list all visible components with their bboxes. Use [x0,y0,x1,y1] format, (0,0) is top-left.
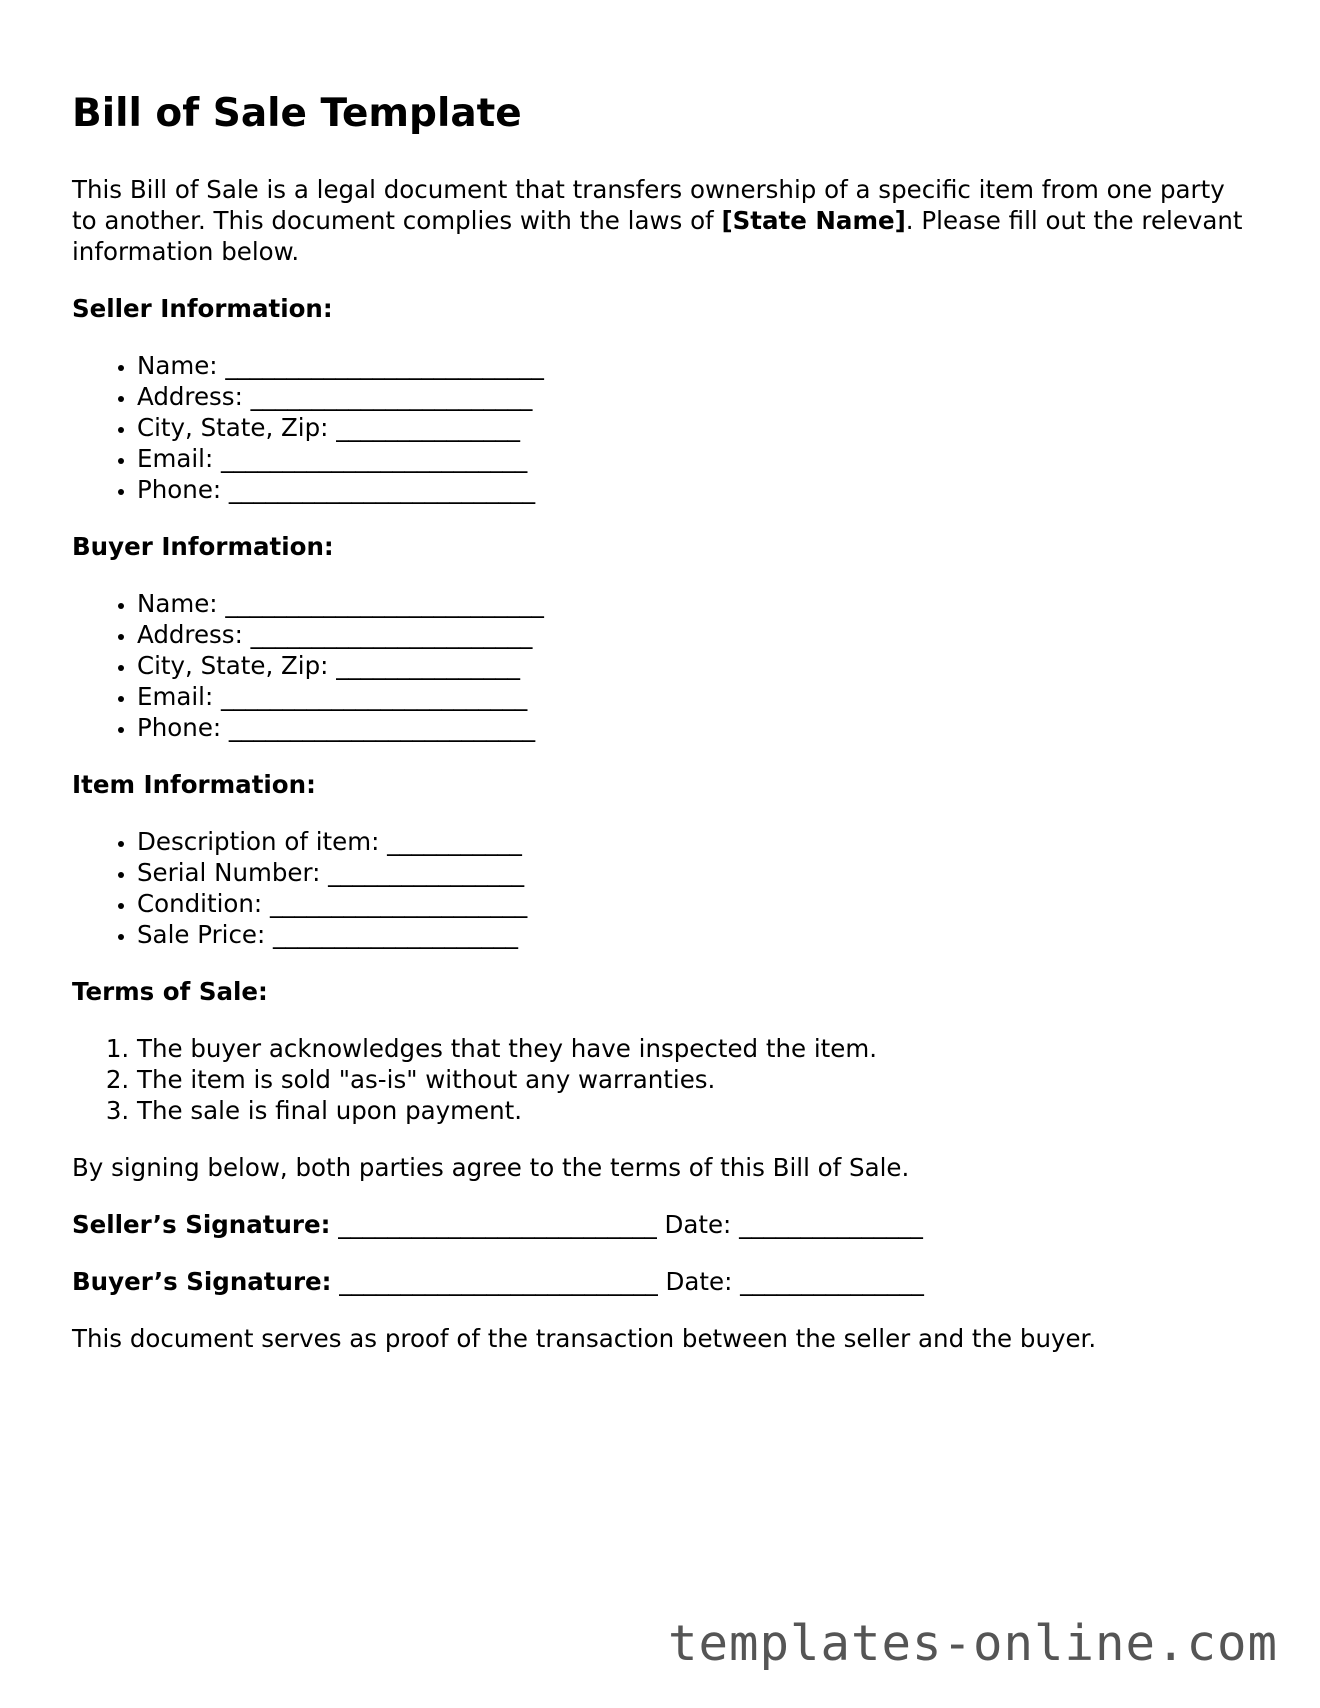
buyer-email-field: • Email: _________________________ [137,681,1248,712]
seller-address-field: • Address: _______________________ [137,381,1248,412]
seller-signature-line [72,1209,1248,1240]
intro-text: This Bill of Sale is a legal document that transfers ownership of a specific item from one party to another. This document complies with the laws of [72,175,1225,235]
item-serial-number-field: • Serial Number: ________________ [137,857,1248,888]
item-field-list [72,826,1248,950]
item-description-field: • Description of item: ___________ [137,826,1248,857]
item-condition-field: • Condition: _____________________ [137,888,1248,919]
term-item: 3. The sale is final upon payment. [137,1095,1248,1126]
item-sale-price-field: • Sale Price: ____________________ [137,919,1248,950]
buyer-city-state-zip-field: • City, State, Zip: _______________ [137,650,1248,681]
buyer-name-field: • Name: __________________________ [137,588,1248,619]
terms-list [72,1033,1248,1126]
term-item: 2. The item is sold "as-is" without any warranties. [137,1064,1248,1095]
seller-field-list [72,350,1248,505]
seller-signature-blank: __________________________ Date: _______________ [330,1210,923,1239]
seller-signature-label: Seller’s Signature: [72,1210,331,1239]
item-heading: Item Information: [72,770,316,799]
seller-heading: Seller Information: [72,294,333,323]
state-name-placeholder: [State Name] [721,206,906,235]
seller-city-state-zip-field: • City, State, Zip: _______________ [137,412,1248,443]
buyer-signature-label: Buyer’s Signature: [72,1267,332,1296]
term-item: 1. The buyer acknowledges that they have inspected the item. [137,1033,1248,1064]
agreement-text: By signing below, both parties agree to the terms of this Bill of Sale. [72,1153,910,1182]
terms-heading: Terms of Sale: [72,977,268,1006]
closing-statement: This document serves as proof of the transaction between the seller and the buyer. [72,1324,1097,1353]
intro-paragraph [72,174,1248,267]
seller-phone-field: • Phone: _________________________ [137,474,1248,505]
buyer-field-list [72,588,1248,743]
buyer-phone-field: • Phone: _________________________ [137,712,1248,743]
intro-text-end: . Please fill out the relevant information below. [72,206,1243,266]
buyer-signature-line [72,1266,1248,1297]
buyer-address-field: • Address: _______________________ [137,619,1248,650]
seller-name-field: • Name: __________________________ [137,350,1248,381]
page-title: Bill of Sale Template [72,91,522,136]
document-page [72,84,1248,1354]
buyer-heading: Buyer Information: [72,532,334,561]
seller-email-field: • Email: _________________________ [137,443,1248,474]
watermark-text: templates-online.com [667,1615,1278,1672]
buyer-signature-blank: __________________________ Date: _______________ [331,1267,924,1296]
